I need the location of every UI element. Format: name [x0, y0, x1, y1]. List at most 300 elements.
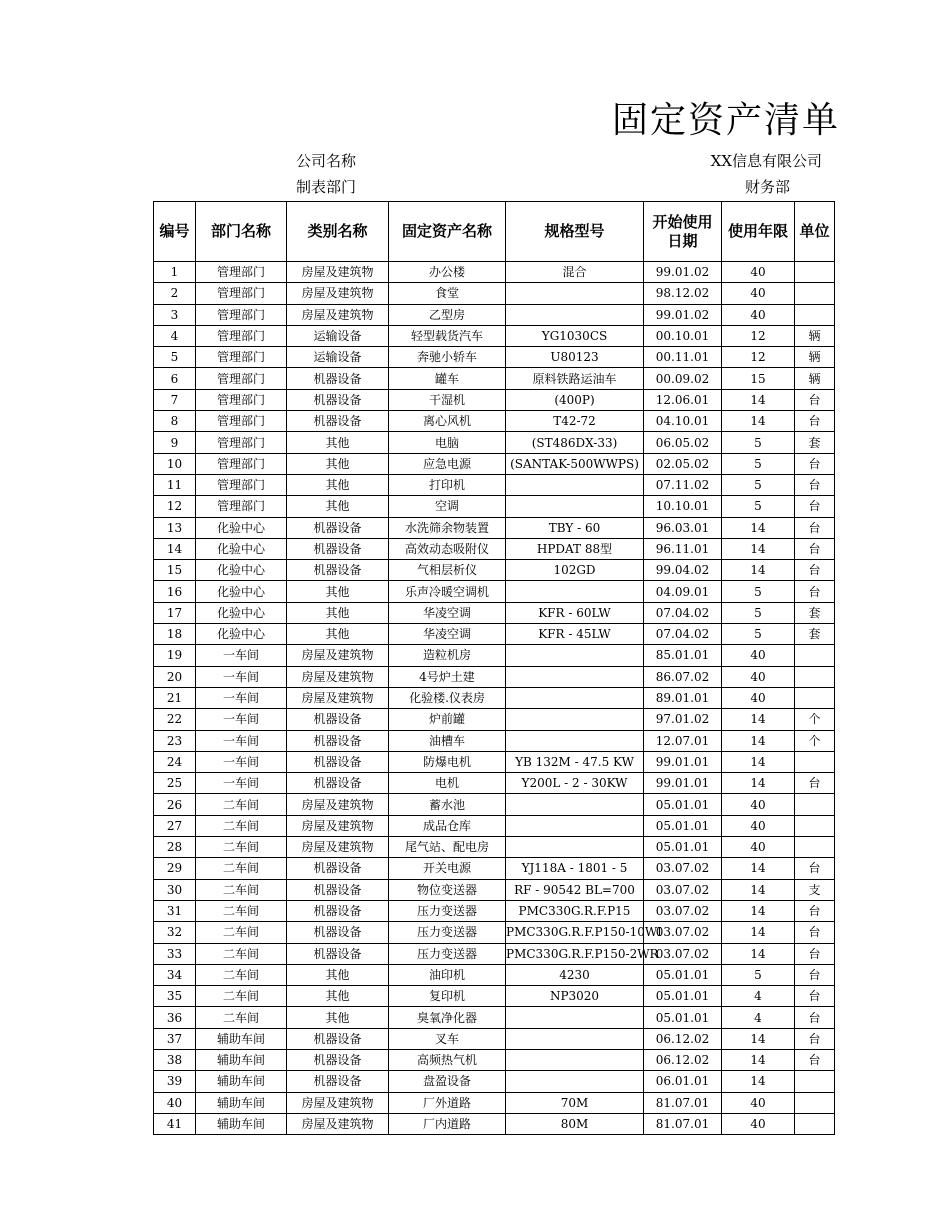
cell-dept: 管理部门 [196, 496, 287, 517]
cell-start-date: 81.07.01 [644, 1113, 722, 1134]
col-header-id: 编号 [154, 202, 196, 262]
cell-category: 房屋及建筑物 [287, 262, 389, 283]
cell-asset-name: 电机 [389, 773, 506, 794]
cell-id: 19 [154, 645, 196, 666]
cell-years: 5 [722, 964, 795, 985]
cell-asset-name: 高频热气机 [389, 1049, 506, 1070]
cell-asset-name: 干湿机 [389, 389, 506, 410]
cell-years: 40 [722, 1113, 795, 1134]
cell-start-date: 99.01.01 [644, 751, 722, 772]
cell-asset-name: 气相层析仪 [389, 560, 506, 581]
cell-spec: 原料铁路运油车 [506, 368, 644, 389]
col-header-asset-name: 固定资产名称 [389, 202, 506, 262]
cell-dept: 管理部门 [196, 474, 287, 495]
cell-years: 14 [722, 517, 795, 538]
table-row [154, 304, 835, 325]
cell-unit [795, 262, 835, 283]
col-header-spec: 规格型号 [506, 202, 644, 262]
dept-label: 制表部门 [296, 178, 357, 196]
cell-dept: 一车间 [196, 730, 287, 751]
cell-unit: 台 [795, 986, 835, 1007]
cell-years: 14 [722, 943, 795, 964]
cell-unit: 台 [795, 900, 835, 921]
cell-id: 37 [154, 1028, 196, 1049]
cell-dept: 管理部门 [196, 411, 287, 432]
table-row [154, 347, 835, 368]
cell-category: 机器设备 [287, 730, 389, 751]
cell-spec: 混合 [506, 262, 644, 283]
cell-asset-name: 华凌空调 [389, 624, 506, 645]
cell-asset-name: 高效动态吸附仪 [389, 538, 506, 559]
cell-dept: 管理部门 [196, 453, 287, 474]
table-row [154, 794, 835, 815]
cell-years: 40 [722, 304, 795, 325]
cell-asset-name: 空调 [389, 496, 506, 517]
cell-dept: 化验中心 [196, 538, 287, 559]
cell-unit: 套 [795, 432, 835, 453]
cell-asset-name: 复印机 [389, 986, 506, 1007]
cell-asset-name: 4号炉土建 [389, 666, 506, 687]
cell-spec [506, 581, 644, 602]
table-row [154, 453, 835, 474]
table-row [154, 837, 835, 858]
cell-years: 14 [722, 560, 795, 581]
cell-spec: KFR - 60LW [506, 602, 644, 623]
table-row [154, 922, 835, 943]
cell-unit: 台 [795, 773, 835, 794]
cell-years: 14 [722, 730, 795, 751]
cell-id: 7 [154, 389, 196, 410]
cell-unit: 台 [795, 1007, 835, 1028]
cell-start-date: 06.12.02 [644, 1049, 722, 1070]
cell-category: 房屋及建筑物 [287, 837, 389, 858]
cell-spec [506, 709, 644, 730]
cell-spec: U80123 [506, 347, 644, 368]
cell-years: 40 [722, 666, 795, 687]
table-row [154, 517, 835, 538]
cell-unit: 辆 [795, 325, 835, 346]
cell-start-date: 05.01.01 [644, 964, 722, 985]
cell-years: 40 [722, 645, 795, 666]
cell-category: 房屋及建筑物 [287, 283, 389, 304]
cell-id: 25 [154, 773, 196, 794]
cell-years: 5 [722, 453, 795, 474]
cell-start-date: 96.03.01 [644, 517, 722, 538]
cell-dept: 二车间 [196, 986, 287, 1007]
cell-id: 26 [154, 794, 196, 815]
table-row [154, 1071, 835, 1092]
cell-years: 14 [722, 858, 795, 879]
cell-category: 机器设备 [287, 1071, 389, 1092]
cell-start-date: 04.10.01 [644, 411, 722, 432]
table-row [154, 666, 835, 687]
cell-unit [795, 1113, 835, 1134]
cell-dept: 一车间 [196, 645, 287, 666]
cell-asset-name: 离心风机 [389, 411, 506, 432]
cell-spec: 70M [506, 1092, 644, 1113]
table-row [154, 1049, 835, 1070]
cell-dept: 一车间 [196, 687, 287, 708]
cell-start-date: 02.05.02 [644, 453, 722, 474]
cell-spec: YG1030CS [506, 325, 644, 346]
cell-start-date: 05.01.01 [644, 794, 722, 815]
cell-start-date: 81.07.01 [644, 1092, 722, 1113]
col-header-category: 类别名称 [287, 202, 389, 262]
cell-start-date: 00.09.02 [644, 368, 722, 389]
cell-category: 机器设备 [287, 751, 389, 772]
asset-table [153, 201, 835, 1135]
cell-id: 6 [154, 368, 196, 389]
cell-id: 5 [154, 347, 196, 368]
cell-years: 40 [722, 262, 795, 283]
cell-start-date: 03.07.02 [644, 879, 722, 900]
cell-dept: 二车间 [196, 837, 287, 858]
cell-spec: HPDAT 88型 [506, 538, 644, 559]
cell-dept: 化验中心 [196, 581, 287, 602]
cell-spec: NP3020 [506, 986, 644, 1007]
cell-dept: 辅助车间 [196, 1028, 287, 1049]
cell-start-date: 05.01.01 [644, 986, 722, 1007]
cell-unit: 辆 [795, 347, 835, 368]
table-row [154, 730, 835, 751]
cell-dept: 化验中心 [196, 517, 287, 538]
cell-asset-name: 厂外道路 [389, 1092, 506, 1113]
cell-category: 房屋及建筑物 [287, 1113, 389, 1134]
cell-unit: 套 [795, 602, 835, 623]
cell-unit [795, 794, 835, 815]
table-row [154, 283, 835, 304]
cell-id: 35 [154, 986, 196, 1007]
cell-unit [795, 1092, 835, 1113]
cell-spec: PMC330G.R.F.P150-2WR [506, 943, 644, 964]
cell-years: 5 [722, 624, 795, 645]
table-row [154, 474, 835, 495]
table-row [154, 986, 835, 1007]
cell-category: 其他 [287, 453, 389, 474]
table-row [154, 645, 835, 666]
cell-id: 40 [154, 1092, 196, 1113]
company-label: 公司名称 [296, 152, 357, 170]
cell-category: 机器设备 [287, 517, 389, 538]
cell-start-date: 00.11.01 [644, 347, 722, 368]
cell-category: 其他 [287, 964, 389, 985]
cell-start-date: 03.07.02 [644, 922, 722, 943]
col-header-start-date [644, 202, 722, 262]
cell-dept: 二车间 [196, 879, 287, 900]
cell-unit: 套 [795, 624, 835, 645]
cell-years: 40 [722, 815, 795, 836]
cell-id: 33 [154, 943, 196, 964]
cell-years: 12 [722, 325, 795, 346]
cell-asset-name: 压力变送器 [389, 943, 506, 964]
cell-unit [795, 283, 835, 304]
cell-category: 房屋及建筑物 [287, 645, 389, 666]
cell-asset-name: 轻型载货汽车 [389, 325, 506, 346]
cell-category: 机器设备 [287, 560, 389, 581]
table-row [154, 943, 835, 964]
cell-category: 机器设备 [287, 368, 389, 389]
cell-unit [795, 751, 835, 772]
cell-unit: 台 [795, 411, 835, 432]
table-row [154, 496, 835, 517]
cell-unit: 台 [795, 964, 835, 985]
cell-dept: 辅助车间 [196, 1113, 287, 1134]
cell-asset-name: 叉车 [389, 1028, 506, 1049]
cell-spec [506, 1049, 644, 1070]
cell-category: 机器设备 [287, 709, 389, 730]
cell-dept: 二车间 [196, 922, 287, 943]
cell-start-date: 99.01.02 [644, 304, 722, 325]
cell-category: 机器设备 [287, 773, 389, 794]
cell-dept: 二车间 [196, 900, 287, 921]
cell-asset-name: 打印机 [389, 474, 506, 495]
table-row [154, 751, 835, 772]
cell-asset-name: 乙型房 [389, 304, 506, 325]
cell-dept: 辅助车间 [196, 1092, 287, 1113]
table-row [154, 1092, 835, 1113]
cell-start-date: 03.07.02 [644, 858, 722, 879]
cell-unit: 台 [795, 1049, 835, 1070]
cell-unit: 台 [795, 474, 835, 495]
cell-dept: 二车间 [196, 794, 287, 815]
cell-years: 40 [722, 687, 795, 708]
cell-id: 38 [154, 1049, 196, 1070]
cell-id: 8 [154, 411, 196, 432]
cell-years: 4 [722, 986, 795, 1007]
cell-category: 机器设备 [287, 858, 389, 879]
table-header-row [154, 202, 835, 262]
table-row [154, 432, 835, 453]
cell-category: 其他 [287, 986, 389, 1007]
cell-id: 10 [154, 453, 196, 474]
cell-category: 机器设备 [287, 1028, 389, 1049]
cell-id: 9 [154, 432, 196, 453]
table-row [154, 815, 835, 836]
cell-asset-name: 造粒机房 [389, 645, 506, 666]
cell-years: 14 [722, 751, 795, 772]
cell-dept: 化验中心 [196, 560, 287, 581]
cell-spec [506, 666, 644, 687]
cell-id: 30 [154, 879, 196, 900]
cell-start-date: 06.05.02 [644, 432, 722, 453]
col-header-unit: 单位 [795, 202, 835, 262]
cell-id: 41 [154, 1113, 196, 1134]
cell-unit: 台 [795, 922, 835, 943]
cell-unit: 台 [795, 538, 835, 559]
cell-spec [506, 1028, 644, 1049]
cell-start-date: 12.06.01 [644, 389, 722, 410]
cell-asset-name: 臭氧净化器 [389, 1007, 506, 1028]
col-header-dept: 部门名称 [196, 202, 287, 262]
cell-spec: T42-72 [506, 411, 644, 432]
col-header-start-date-text: 开始使用日期 [652, 212, 713, 250]
cell-id: 28 [154, 837, 196, 858]
table-row [154, 964, 835, 985]
cell-start-date: 89.01.01 [644, 687, 722, 708]
cell-dept: 管理部门 [196, 368, 287, 389]
table-row [154, 1028, 835, 1049]
cell-unit: 台 [795, 560, 835, 581]
cell-category: 其他 [287, 432, 389, 453]
cell-id: 14 [154, 538, 196, 559]
cell-id: 13 [154, 517, 196, 538]
table-row [154, 773, 835, 794]
cell-dept: 二车间 [196, 964, 287, 985]
table-row [154, 538, 835, 559]
table-row [154, 581, 835, 602]
cell-category: 其他 [287, 624, 389, 645]
cell-id: 3 [154, 304, 196, 325]
cell-id: 11 [154, 474, 196, 495]
cell-years: 14 [722, 922, 795, 943]
table-row [154, 262, 835, 283]
table-row [154, 389, 835, 410]
cell-start-date: 97.01.02 [644, 709, 722, 730]
cell-years: 5 [722, 432, 795, 453]
cell-asset-name: 食堂 [389, 283, 506, 304]
table-row [154, 858, 835, 879]
cell-spec: 4230 [506, 964, 644, 985]
cell-id: 21 [154, 687, 196, 708]
cell-asset-name: 压力变送器 [389, 922, 506, 943]
cell-dept: 二车间 [196, 858, 287, 879]
cell-asset-name: 尾气站、配电房 [389, 837, 506, 858]
cell-years: 5 [722, 496, 795, 517]
cell-category: 机器设备 [287, 879, 389, 900]
cell-start-date: 07.04.02 [644, 624, 722, 645]
cell-spec [506, 645, 644, 666]
cell-asset-name: 油槽车 [389, 730, 506, 751]
cell-spec [506, 283, 644, 304]
table-row [154, 624, 835, 645]
cell-category: 机器设备 [287, 922, 389, 943]
cell-category: 房屋及建筑物 [287, 666, 389, 687]
cell-start-date: 86.07.02 [644, 666, 722, 687]
cell-unit: 个 [795, 709, 835, 730]
cell-id: 32 [154, 922, 196, 943]
cell-start-date: 05.01.01 [644, 1007, 722, 1028]
cell-unit: 台 [795, 581, 835, 602]
cell-dept: 管理部门 [196, 432, 287, 453]
cell-years: 5 [722, 602, 795, 623]
cell-asset-name: 电脑 [389, 432, 506, 453]
cell-unit [795, 1071, 835, 1092]
cell-years: 14 [722, 389, 795, 410]
cell-category: 其他 [287, 581, 389, 602]
cell-dept: 管理部门 [196, 262, 287, 283]
table-row [154, 1113, 835, 1134]
cell-years: 15 [722, 368, 795, 389]
cell-spec [506, 1007, 644, 1028]
cell-category: 其他 [287, 602, 389, 623]
cell-spec: (ST486DX-33) [506, 432, 644, 453]
cell-asset-name: 油印机 [389, 964, 506, 985]
cell-dept: 化验中心 [196, 602, 287, 623]
cell-id: 31 [154, 900, 196, 921]
cell-asset-name: 压力变送器 [389, 900, 506, 921]
cell-id: 29 [154, 858, 196, 879]
cell-unit: 支 [795, 879, 835, 900]
cell-spec [506, 815, 644, 836]
cell-category: 房屋及建筑物 [287, 304, 389, 325]
cell-dept: 辅助车间 [196, 1071, 287, 1092]
cell-unit [795, 815, 835, 836]
cell-category: 房屋及建筑物 [287, 794, 389, 815]
cell-category: 机器设备 [287, 1049, 389, 1070]
cell-years: 4 [722, 1007, 795, 1028]
cell-dept: 管理部门 [196, 325, 287, 346]
table-row [154, 687, 835, 708]
cell-unit: 台 [795, 496, 835, 517]
cell-unit: 台 [795, 858, 835, 879]
cell-dept: 二车间 [196, 1007, 287, 1028]
cell-unit: 个 [795, 730, 835, 751]
cell-asset-name: 开关电源 [389, 858, 506, 879]
cell-years: 14 [722, 773, 795, 794]
cell-years: 14 [722, 879, 795, 900]
cell-spec: PMC330G.R.F.P15 [506, 900, 644, 921]
table-row [154, 709, 835, 730]
cell-dept: 管理部门 [196, 304, 287, 325]
cell-asset-name: 办公楼 [389, 262, 506, 283]
cell-category: 其他 [287, 474, 389, 495]
cell-spec [506, 304, 644, 325]
cell-spec: YB 132M - 47.5 KW [506, 751, 644, 772]
cell-dept: 辅助车间 [196, 1049, 287, 1070]
cell-category: 机器设备 [287, 900, 389, 921]
cell-dept: 一车间 [196, 751, 287, 772]
cell-asset-name: 炉前罐 [389, 709, 506, 730]
table-row [154, 368, 835, 389]
cell-start-date: 99.04.02 [644, 560, 722, 581]
cell-id: 4 [154, 325, 196, 346]
cell-spec [506, 687, 644, 708]
cell-asset-name: 盘盈设备 [389, 1071, 506, 1092]
cell-start-date: 00.10.01 [644, 325, 722, 346]
cell-id: 36 [154, 1007, 196, 1028]
cell-asset-name: 罐车 [389, 368, 506, 389]
table-row [154, 1007, 835, 1028]
cell-unit: 辆 [795, 368, 835, 389]
cell-years: 40 [722, 794, 795, 815]
cell-category: 房屋及建筑物 [287, 815, 389, 836]
cell-start-date: 85.01.01 [644, 645, 722, 666]
cell-years: 5 [722, 581, 795, 602]
table-row [154, 411, 835, 432]
cell-start-date: 96.11.01 [644, 538, 722, 559]
cell-years: 40 [722, 1092, 795, 1113]
cell-start-date: 10.10.01 [644, 496, 722, 517]
cell-dept: 二车间 [196, 943, 287, 964]
cell-start-date: 99.01.02 [644, 262, 722, 283]
cell-spec [506, 730, 644, 751]
cell-dept: 管理部门 [196, 283, 287, 304]
cell-asset-name: 化验楼.仪表房 [389, 687, 506, 708]
cell-asset-name: 华凌空调 [389, 602, 506, 623]
cell-start-date: 99.01.01 [644, 773, 722, 794]
cell-start-date: 03.07.02 [644, 943, 722, 964]
cell-years: 14 [722, 411, 795, 432]
cell-spec: 102GD [506, 560, 644, 581]
table-row [154, 560, 835, 581]
cell-years: 5 [722, 474, 795, 495]
cell-unit: 台 [795, 453, 835, 474]
cell-years: 14 [722, 538, 795, 559]
cell-spec: RF - 90542 BL=700 [506, 879, 644, 900]
cell-asset-name: 蓄水池 [389, 794, 506, 815]
cell-id: 24 [154, 751, 196, 772]
document-title: 固定资产清单 [611, 100, 840, 141]
